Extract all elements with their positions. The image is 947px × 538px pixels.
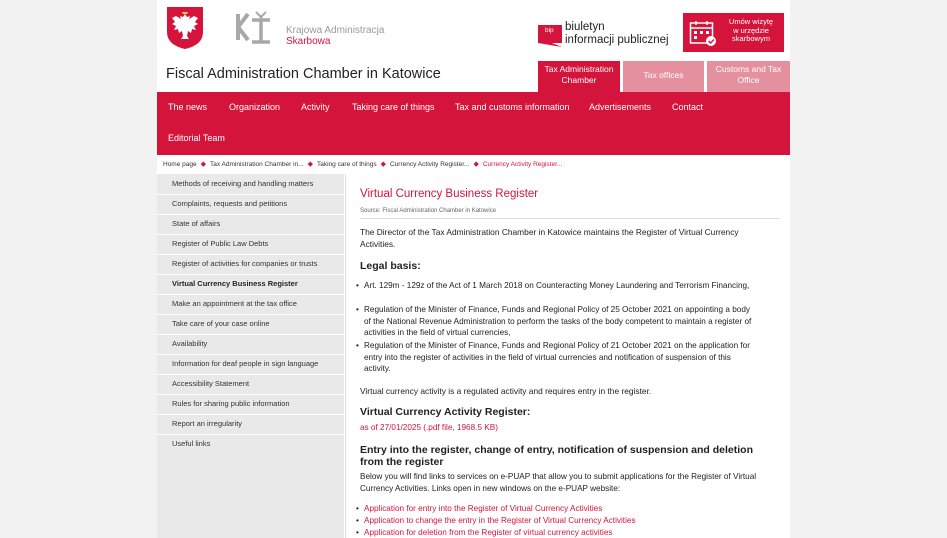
tab-tax-offices[interactable]: Tax offices [623,61,704,92]
sidebar-item-accessibility-statement[interactable]: Accessibility Statement [172,379,250,388]
appointment-line-1: Umów wizytę [728,17,774,26]
content-divider [360,218,780,219]
kas-line-2: Skarbowa [286,36,331,47]
sidebar-item-state-of-affairs[interactable]: State of affairs [172,219,221,228]
legal-basis-item: • Art. 129m - 129z of the Act of 1 March 2018 on Counteracting Money Laundering and Terrorism Financing, [364,280,759,292]
breadcrumb-item-2[interactable]: Taking care of things [316,161,377,168]
breadcrumb [157,155,790,174]
sidebar [157,174,344,538]
register-heading: Virtual Currency Activity Register: [360,406,531,418]
bip-line-1: biuletyn [565,21,605,33]
epuap-link-entry[interactable]: • Application for entry into the Register of Virtual Currency Activities [364,504,602,513]
sidebar-item-case-online[interactable]: Take care of your case online [172,319,270,328]
bip-logo-text[interactable] [565,21,669,47]
breadcrumb-current: Currency Activity Register... [482,161,563,168]
tab-customs-and-tax-office[interactable]: Customs and Tax Office [707,61,790,92]
article-intro: The Director of the Tax Administration Chamber in Katowice maintains the Register of Virtual Currency Activities. [360,227,739,249]
bip-mark-text: bip [545,27,554,34]
nav-contact[interactable]: Contact [672,102,704,112]
epuap-link-deletion[interactable]: • Application for deletion from the Register of virtual currency activities [364,528,612,537]
page [157,0,790,538]
kas-line-1: Krajowa Administracja [286,25,385,36]
nav-tax-and-customs-information[interactable]: Tax and customs information [455,102,570,112]
epuap-description: Below you will find links to services on e-PUAP that allow you to submit applications for the Register of Virtual Currency Activities. Links open in new windows on the e-PUAP website: [360,472,757,493]
appointment-button[interactable] [683,13,784,52]
sidebar-item-sharing-rules[interactable]: Rules for sharing public information [172,399,290,408]
legal-basis-heading: Legal basis: [360,260,421,272]
appointment-line-3: skarbowym [732,34,770,43]
legal-basis-item: • Regulation of the Minister of Finance, Funds and Regional Policy of 21 October 2021 on the application for entry into the register of activities in the field of virtual currencies and notification of suspension of this activity. [364,340,759,375]
nav-advertisements[interactable]: Advertisements [589,102,652,112]
sidebar-item-availability[interactable]: Availability [172,339,208,348]
sidebar-item-methods[interactable]: Methods of receiving and handling matters [172,179,314,188]
nav-editorial-team[interactable]: Editorial Team [168,133,225,143]
breadcrumb-item-3[interactable]: Currency Activity Register... [389,161,470,168]
polish-eagle-emblem-icon[interactable] [166,6,204,50]
article-title: Virtual Currency Business Register [360,188,539,200]
main-navigation [157,92,790,155]
legal-basis-item: • Regulation of the Minister of Finance, Funds and Regional Policy of 25 October 2021 on appointing a body of the National Revenue Administration to perform the tasks of the body competent to maintain a register of activities in the field of virtual currencies, [364,304,759,339]
nav-organization[interactable]: Organization [229,102,281,112]
article-source: Source: Fiscal Administration Chamber in Katowice [360,208,497,214]
tab-tax-administration-chamber[interactable]: Tax Administration Chamber [538,61,620,92]
appointment-line-2: w urzędzie [733,25,769,35]
bip-line-2: informacji publicznej [565,34,669,46]
sidebar-item-useful-links[interactable]: Useful links [172,439,211,448]
header [157,0,790,90]
sidebar-item-appointment[interactable]: Make an appointment at the tax office [172,299,297,308]
sidebar-item-report-irregularity[interactable]: Report an irregularity [172,419,243,428]
kas-logo-icon[interactable] [236,10,276,44]
entry-heading: Entry into the register, change of entry, notification of suspension and deletion from the register [360,444,754,468]
epuap-link-change[interactable]: • Application to change the entry in the Register of Virtual Currency Activities [364,516,636,525]
breadcrumb-separator: ◆ [200,161,206,168]
activity-text: Virtual currency activity is a regulated activity and requires entry in the register. [360,386,652,396]
breadcrumb-separator: ◆ [380,161,386,168]
breadcrumb-home[interactable]: Home page [163,161,197,168]
register-pdf-link[interactable]: as of 27/01/2025 (.pdf file, 1968.5 KB) [360,423,498,432]
appointment-button-text [721,18,781,44]
main-content [345,174,790,538]
nav-activity[interactable]: Activity [301,102,330,112]
sidebar-item-virtual-currency[interactable]: Virtual Currency Business Register [172,279,298,288]
kas-logo-text[interactable] [286,25,384,47]
bip-logo-icon[interactable] [538,21,564,47]
sidebar-item-register-companies-trusts[interactable]: Register of activities for companies or trusts [172,259,318,268]
sidebar-item-complaints[interactable]: Complaints, requests and petitions [172,199,288,208]
site-title[interactable]: Fiscal Administration Chamber in Katowice [166,66,441,82]
nav-the-news[interactable]: The news [168,102,208,112]
breadcrumb-separator: ◆ [307,161,313,168]
breadcrumb-item-1[interactable]: Tax Administration Chamber in... [210,161,304,168]
nav-taking-care-of-things[interactable]: Taking care of things [352,102,435,112]
sidebar-item-sign-language[interactable]: Information for deaf people in sign language [172,359,319,368]
breadcrumb-separator: ◆ [473,161,479,168]
calendar-check-icon [689,20,717,47]
sidebar-item-public-law-debts[interactable]: Register of Public Law Debts [172,239,269,248]
